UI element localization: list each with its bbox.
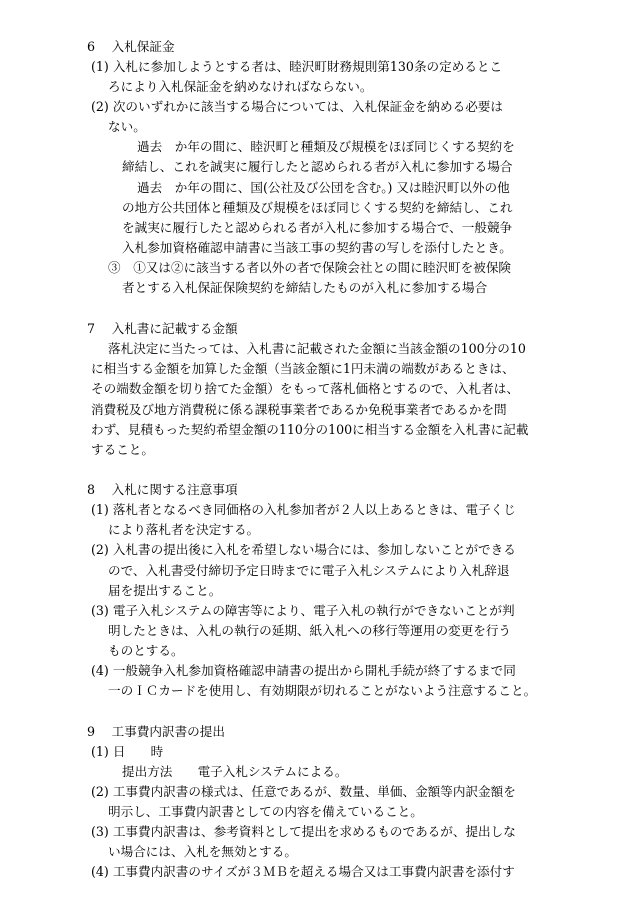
- section-8-line: 届を提出すること。: [108, 583, 222, 598]
- section-7-line: に相当する金額を加算した金額（当該金額に1円未満の端数があるときは、: [91, 361, 515, 376]
- section-6-heading: 6 入札保証金: [87, 39, 175, 54]
- section-7-line: すること。: [91, 442, 154, 457]
- section-9-line: (4) 工事費内訳書のサイズが３ＭＢを超える場合又は工事費内訳書を添付す: [91, 864, 515, 879]
- section-9-line: 提出方法 電子入札システムによる。: [122, 764, 348, 779]
- section-6-line: 過去 か年の間に、睦沢町と種類及び規模をほぼ同じくする契約を: [137, 139, 515, 154]
- section-7-heading: 7 入札書に記載する金額: [87, 321, 238, 336]
- section-9-line: い場合には、入札を無効とする。: [108, 844, 297, 859]
- section-7-line: 落札決定に当たっては、入札書に記載された金額に当該金額の100分の10: [108, 341, 526, 356]
- section-6-line: ③ ①又は②に該当する者以外の者で保険会社との間に睦沢町を被保険: [108, 260, 511, 275]
- section-7-line: 消費税及び地方消費税に係る課税事業者であるか免税事業者であるかを問: [91, 402, 507, 417]
- section-8-heading: 8 入札に関する注意事項: [87, 482, 238, 497]
- section-6-line: の地方公共団体と種類及び規模をほぼ同じくする契約を締結し、これ: [122, 200, 513, 215]
- section-9-heading: 9 工事費内訳書の提出: [87, 724, 225, 739]
- section-8-line: により落札者を決定する。: [108, 522, 260, 537]
- section-6-line: を誠実に履行したと認められる者が入札に参加する場合で、一般競争: [122, 220, 513, 235]
- section-8-line: (1) 落札者となるべき同価格の入札参加者が２人以上あるときは、電子くじ: [91, 502, 516, 517]
- section-6-line: 過去 か年の間に、国(公社及び公団を含む。) 又は睦沢町以外の他: [137, 180, 510, 195]
- section-6-line: ない。: [108, 119, 146, 134]
- section-6-line: 入札参加資格確認申請書に当該工事の契約書の写しを添付したとき。: [122, 240, 512, 255]
- section-8-line: (2) 入札書の提出後に入札を希望しない場合には、参加しないことができる: [91, 542, 516, 557]
- section-8-line: ので、入札書受付締切予定日時までに電子入札システムにより入札辞退: [108, 563, 510, 578]
- section-8-line: 明したときは、入札の執行の延期、紙入札への移行等運用の変更を行う: [108, 623, 511, 638]
- section-8-line: ものとする。: [108, 643, 184, 658]
- section-8-line: (4) 一般競争入札参加資格確認申請書の提出から開札手続が終了するまで同: [91, 663, 516, 678]
- section-9-line: (3) 工事費内訳書は、参考資料として提出を求めるものであるが、提出しな: [91, 824, 516, 839]
- section-6-line: 者とする入札保証保険契約を締結したものが入札に参加する場合: [122, 280, 488, 295]
- section-8-line: 一のＩＣカードを使用し、有効期限が切れることがないよう注意すること。: [108, 683, 537, 698]
- section-9-line: (1) 日 時: [91, 744, 164, 759]
- section-8-line: (3) 電子入札システムの障害等により、電子入札の執行ができないことが判: [91, 603, 515, 618]
- section-6-line: (1) 入札に参加しようとする者は、睦沢町財務規則第130条の定めるとこ: [91, 59, 503, 74]
- section-7-line: わず、見積もった契約希望金額の110分の100に相当する金額を入札書に記載: [91, 422, 529, 437]
- section-6-line: (2) 次のいずれかに該当する場合については、入札保証金を納める必要は: [91, 99, 503, 114]
- section-7-line: その端数金額を切り捨てた金額）をもって落札価格とするので、入札者は、: [91, 381, 519, 396]
- section-9-line: (2) 工事費内訳書の様式は、任意であるが、数量、単価、金額等内訳金額を: [91, 784, 516, 799]
- section-6-line: ろにより入札保証金を納めなければならない。: [108, 79, 373, 94]
- section-9-line: 明示し、工事費内訳書としての内容を備えていること。: [108, 804, 423, 819]
- section-6-line: 締結し、これを誠実に履行したと認められる者が入札に参加する場合: [122, 159, 513, 174]
